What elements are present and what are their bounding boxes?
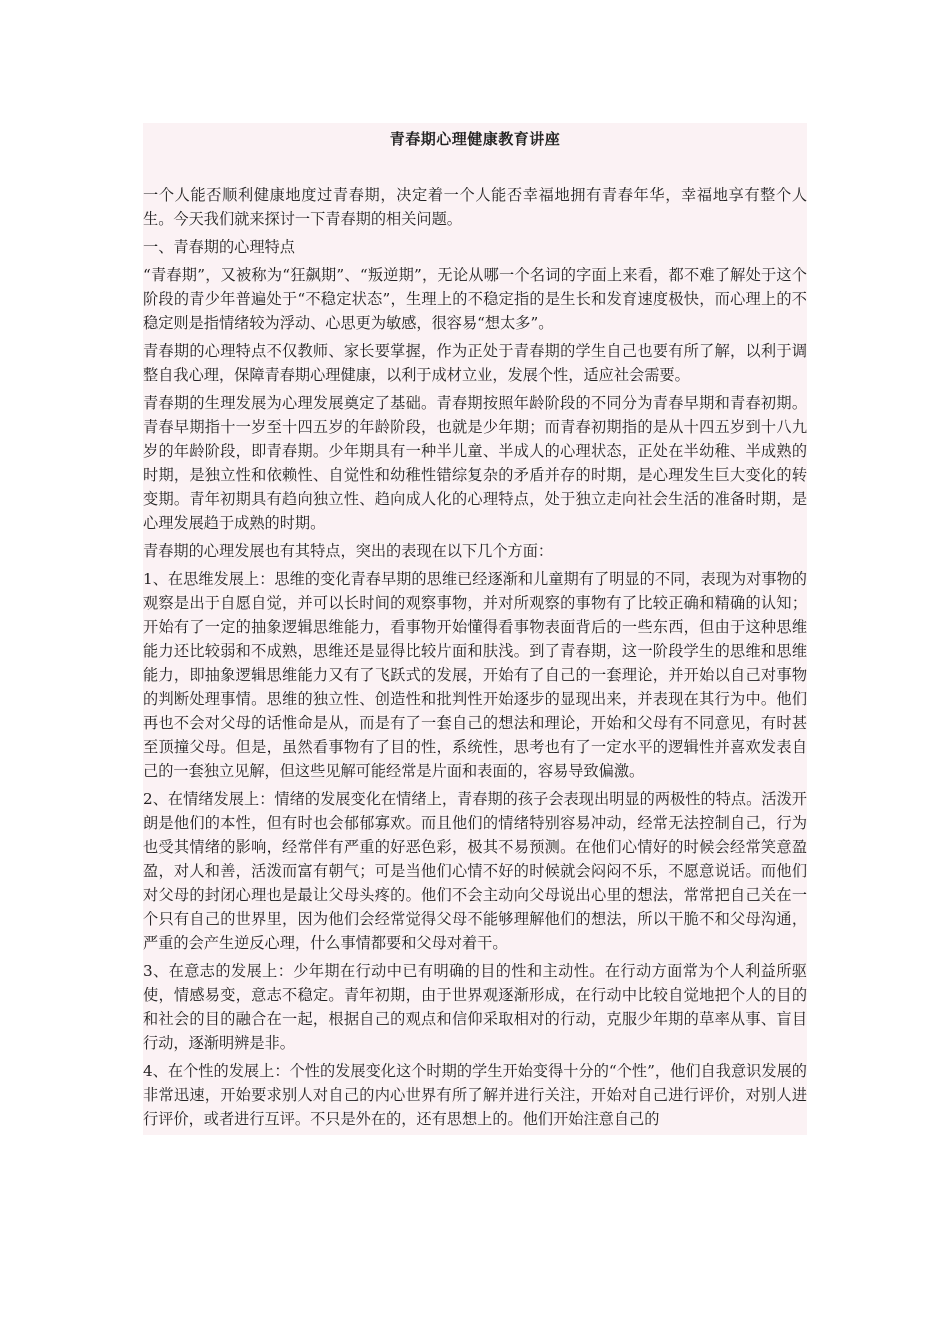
section-heading: 一、青春期的心理特点 [143,238,295,256]
paragraph-2: 青春期的心理特点不仅教师、家长要掌握，作为正处于青春期的学生自己也要有所了解，以利于调整自我心理，保障青春期心理健康，以利于成材立业，发展个性，适应社会需要。 [143,342,807,384]
intro-paragraph: 一个人能否顺利健康地度过青春期，决定着一个人能否幸福地拥有青春年华，幸福地享有整个人生。今天我们就来探讨一下青春期的相关问题。 [143,186,807,228]
paragraph-6: 2、在情绪发展上：情绪的发展变化在情绪上，青春期的孩子会表现出明显的两极性的特点。活泼开朗是他们的本性，但有时也会郁郁寡欢。而且他们的情绪特别容易冲动，经常无法控制自己，行为也受其情绪的影响，经常伴有严重的好恶色彩，极其不易预测。在他们心情好的时候会经常笑意盈盈，对人和善，活泼而富有朝气；可是当他们心情不好的时候就会闷闷不乐，不愿意说话。而他们对父母的封闭心理也是最让父母头疼的。他们不会主动向父母说出心里的想法，常常把自己关在一个只有自己的世界里，因为他们会经常觉得父母不能够理解他们的想法，所以干脆不和父母沟通，严重的会产生逆反心理，什么事情都要和父母对着干。 [143,790,807,952]
document-page [143,123,807,1135]
paragraph-8: 4、在个性的发展上：个性的发展变化这个时期的学生开始变得十分的“个性”，他们自我意识发展的非常迅速，开始要求别人对自己的内心世界有所了解并进行关注，开始对自己进行评价，对别人进行评价，或者进行互评。不只是外在的，还有思想上的。他们开始注意自己的 [143,1062,807,1128]
paragraph-1: “青春期”，又被称为“狂飙期”、“叛逆期”，无论从哪一个名词的字面上来看，都不难了解处于这个阶段的青少年普遍处于“不稳定状态”，生理上的不稳定指的是生长和发育速度极快，而心理上的不稳定则是指情绪较为浮动、心思更为敏感，很容易“想太多”。 [143,266,807,332]
paragraph-7: 3、在意志的发展上：少年期在行动中已有明确的目的性和主动性。在行动方面常为个人利益所驱使，情感易变，意志不稳定。青年初期，由于世界观逐渐形成，在行动中比较自觉地把个人的目的和社会的目的融合在一起，根据自己的观点和信仰采取相对的行动，克服少年期的草率从事、盲目行动，逐渐明辨是非。 [143,962,807,1052]
paragraph-4: 青春期的心理发展也有其特点，突出的表现在以下几个方面： [143,542,554,560]
paragraph-3: 青春期的生理发展为心理发展奠定了基础。青春期按照年龄阶段的不同分为青春早期和青春初期。青春早期指十一岁至十四五岁的年龄阶段，也就是少年期；而青春初期指的是从十四五岁到十八九岁的年龄阶段，即青春期。少年期具有一种半儿童、半成人的心理状态，正处在半幼稚、半成熟的时期，是独立性和依赖性、自觉性和幼稚性错综复杂的矛盾并存的时期，是心理发生巨大变化的转变期。青年初期具有趋向独立性、趋向成人化的心理特点，处于独立走向社会生活的准备时期，是心理发展趋于成熟的时期。 [143,394,807,532]
paragraph-5: 1、在思维发展上：思维的变化青春早期的思维已经逐渐和儿童期有了明显的不同，表现为对事物的观察是出于自愿自觉，并可以长时间的观察事物，并对所观察的事物有了比较正确和精确的认知；开始有了一定的抽象逻辑思维能力，看事物开始懂得看事物表面背后的一些东西，但由于这种思维能力还比较弱和不成熟，思维还是显得比较片面和肤浅。到了青春期，这一阶段学生的思维和思维能力，即抽象逻辑思维能力又有了飞跃式的发展，开始有了自己的一套理论，并开始以自己对事物的判断处理事情。思维的独立性、创造性和批判性开始逐步的显现出来，并表现在其行为中。他们再也不会对父母的话惟命是从，而是有了一套自己的想法和理论，开始和父母有不同意见，有时甚至顶撞父母。但是，虽然看事物有了目的性，系统性，思考也有了一定水平的逻辑性并喜欢发表自己的一套独立见解，但这些见解可能经常是片面和表面的，容易导致偏激。 [143,570,807,780]
document-title: 青春期心理健康教育讲座 [389,130,561,148]
